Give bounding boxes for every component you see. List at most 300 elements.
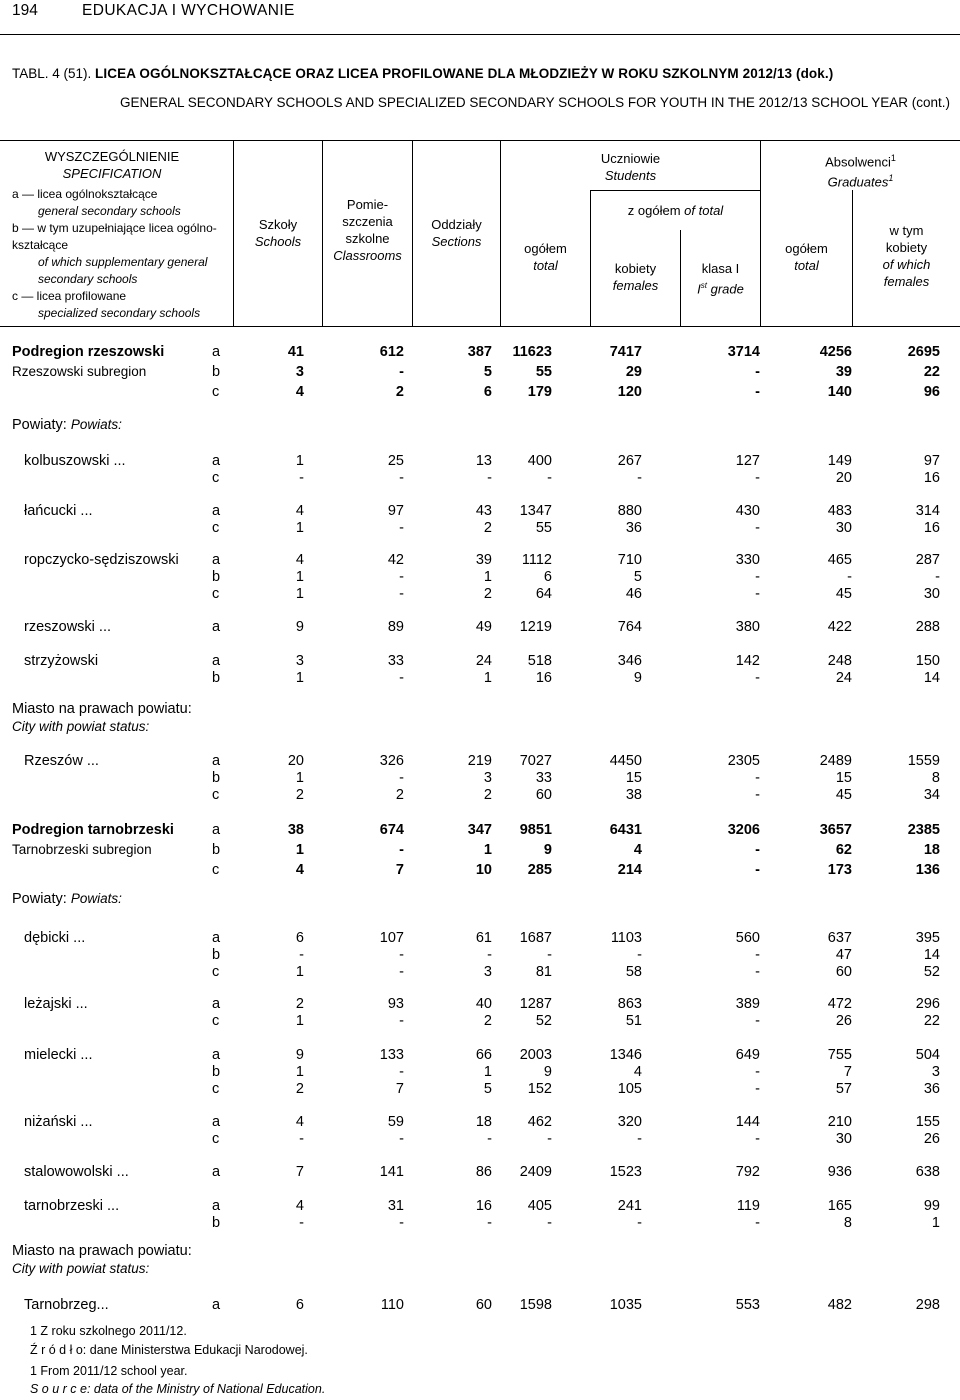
- table-cell: 97: [387, 503, 404, 519]
- table-cell: 22: [923, 364, 940, 380]
- row-type-letter: c: [212, 862, 220, 878]
- table-row: [0, 861, 960, 879]
- grade1-pl: klasa I: [701, 261, 740, 276]
- table-cell: 755: [827, 1047, 852, 1063]
- table-row: [0, 469, 960, 487]
- table-cell: 2: [295, 996, 304, 1012]
- table-cell: 518: [527, 653, 552, 669]
- row-type-letter: b: [212, 569, 221, 585]
- table-row: [0, 1163, 960, 1181]
- row-type-letter: b: [212, 770, 221, 786]
- table-cell: 8: [931, 770, 940, 786]
- table-row: [0, 383, 960, 401]
- table-cell: 7: [395, 1081, 404, 1097]
- table-cell: 3: [295, 653, 304, 669]
- table-row: [0, 752, 960, 770]
- table-cell: 346: [617, 653, 642, 669]
- table-row: [0, 551, 960, 569]
- table-cell: 1: [295, 670, 304, 686]
- table-cell: 34: [923, 787, 940, 803]
- col-header-schools: [234, 216, 322, 250]
- table-cell: 1523: [609, 1164, 642, 1180]
- page-header: [0, 0, 960, 22]
- table-cell: 210: [827, 1114, 852, 1130]
- table-cell: 3206: [727, 822, 760, 838]
- table-cell: 649: [735, 1047, 760, 1063]
- table-cell: 287: [915, 552, 940, 568]
- table-cell: -: [847, 569, 852, 585]
- table-cell: 30: [923, 586, 940, 602]
- table-cell: 553: [735, 1297, 760, 1313]
- table-cell: 149: [827, 453, 852, 469]
- header-bottom-rule: [0, 326, 960, 327]
- table-row: [0, 769, 960, 787]
- table-cell: 285: [527, 862, 552, 878]
- row-type-letter: a: [212, 344, 221, 360]
- table-cell: -: [399, 1064, 404, 1080]
- legend-b-pl: b — w tym uzupełniające licea ogólno-kształcące: [12, 221, 217, 252]
- row-type-letter: a: [212, 822, 221, 838]
- table-cell: 2: [295, 787, 304, 803]
- grad-total-en: total: [794, 258, 819, 273]
- table-cell: -: [299, 470, 304, 486]
- table-row: [0, 1296, 960, 1314]
- table-cell: -: [487, 1215, 492, 1231]
- table-cell: 7: [843, 1064, 852, 1080]
- table-cell: 81: [535, 964, 552, 980]
- table-cell: -: [755, 947, 760, 963]
- table-cell: 18: [475, 1114, 492, 1130]
- table-cell: 96: [923, 384, 940, 400]
- table-cell: 120: [617, 384, 642, 400]
- header-divider: [0, 34, 960, 35]
- table-cell: 155: [915, 1114, 940, 1130]
- table-row: [0, 786, 960, 804]
- row-type-letter: b: [212, 842, 221, 858]
- students-total-pl: ogółem: [524, 241, 567, 256]
- schools-en: Schools: [254, 234, 302, 249]
- table-cell: -: [547, 947, 552, 963]
- table-cell: 47: [835, 947, 852, 963]
- table-cell: 710: [617, 552, 642, 568]
- table-cell: 3: [483, 770, 492, 786]
- table-cell: 11623: [512, 344, 552, 360]
- graduates-en-footnote-mark: 1: [888, 173, 894, 184]
- table-cell: -: [399, 1131, 404, 1147]
- row-label: strzyżowski: [24, 653, 99, 669]
- row-label: ropczycko-sędziszowski: [24, 552, 179, 568]
- powiaty-heading-1: [12, 416, 122, 434]
- table-row: [0, 946, 960, 964]
- table-cell: -: [755, 520, 760, 536]
- table-cell: 6: [483, 384, 492, 400]
- table-cell: 9: [633, 670, 642, 686]
- table-cell: -: [299, 1131, 304, 1147]
- table-cell: 144: [735, 1114, 760, 1130]
- table-cell: 49: [475, 619, 492, 635]
- table-cell: -: [755, 964, 760, 980]
- spec-heading-en: SPECIFICATION: [62, 166, 162, 181]
- table-cell: 57: [835, 1081, 852, 1097]
- table-cell: 405: [527, 1198, 552, 1214]
- table-cell: 3: [295, 364, 304, 380]
- table-cell: 66: [475, 1047, 492, 1063]
- row-type-letter: b: [212, 364, 221, 380]
- table-cell: 52: [535, 1013, 552, 1029]
- row-type-letter: c: [212, 470, 220, 486]
- table-row: [0, 1012, 960, 1030]
- row-type-letter: a: [212, 753, 221, 769]
- col-header-grad-females: [853, 222, 960, 290]
- table-cell: 60: [835, 964, 852, 980]
- table-cell: 97: [923, 453, 940, 469]
- table-cell: 936: [827, 1164, 852, 1180]
- table-row: [0, 821, 960, 839]
- table-cell: 20: [835, 470, 852, 486]
- table-cell: 9851: [519, 822, 552, 838]
- page-number: 194: [12, 2, 38, 19]
- table-cell: 152: [527, 1081, 552, 1097]
- row-label: Rzeszowski subregion: [12, 364, 147, 379]
- table-cell: 1: [483, 1064, 492, 1080]
- row-type-letter: a: [212, 1198, 221, 1214]
- table-row: [0, 1113, 960, 1131]
- table-cell: -: [399, 770, 404, 786]
- table-cell: 7: [395, 862, 404, 878]
- table-cell: 15: [625, 770, 642, 786]
- table-cell: 2: [483, 520, 492, 536]
- row-label: stalowowolski ...: [24, 1164, 129, 1180]
- table-cell: -: [487, 947, 492, 963]
- table-cell: 9: [295, 619, 304, 635]
- table-row: [0, 841, 960, 859]
- table-cell: 22: [923, 1013, 940, 1029]
- row-label: mielecki ...: [24, 1047, 93, 1063]
- city-heading-2: [12, 1242, 192, 1278]
- table-cell: 99: [923, 1198, 940, 1214]
- legend-b-en: of which supplementary general secondary schools: [38, 255, 208, 286]
- table-cell: -: [755, 787, 760, 803]
- table-cell: 41: [287, 344, 304, 360]
- row-type-letter: c: [212, 520, 220, 536]
- table-cell: 30: [835, 520, 852, 536]
- table-cell: 296: [915, 996, 940, 1012]
- row-label: Podregion rzeszowski: [12, 344, 165, 360]
- table-row: [0, 995, 960, 1013]
- table-cell: 20: [287, 753, 304, 769]
- table-cell: 863: [617, 996, 642, 1012]
- table-cell: 1035: [609, 1297, 642, 1313]
- row-type-letter: a: [212, 653, 221, 669]
- table-cell: 395: [915, 930, 940, 946]
- table-cell: 4: [295, 1198, 304, 1214]
- table-row: [0, 963, 960, 981]
- table-cell: 1347: [519, 503, 552, 519]
- table-title-pl: [12, 66, 952, 81]
- row-type-letter: a: [212, 996, 221, 1012]
- col-header-students-total: [501, 240, 590, 274]
- table-cell: 86: [475, 1164, 492, 1180]
- table-cell: 62: [835, 842, 852, 858]
- table-cell: 1: [483, 569, 492, 585]
- table-cell: 5: [483, 1081, 492, 1097]
- table-cell: -: [399, 470, 404, 486]
- table-cell: 10: [475, 862, 492, 878]
- city-en-2: City with powiat status:: [12, 1261, 150, 1276]
- table-cell: 504: [915, 1047, 940, 1063]
- graduates-footnote-mark: 1: [890, 153, 896, 163]
- city-heading-1: [12, 700, 192, 736]
- header-top-rule: [0, 140, 960, 141]
- row-type-letter: a: [212, 552, 221, 568]
- footnote-1-pl: 1 Z roku szkolnego 2011/12.: [30, 1324, 187, 1338]
- row-type-letter: c: [212, 964, 220, 980]
- table-cell: 1346: [609, 1047, 642, 1063]
- table-cell: 482: [827, 1297, 852, 1313]
- table-cell: -: [399, 569, 404, 585]
- table-cell: 51: [625, 1013, 642, 1029]
- table-title: [12, 66, 952, 110]
- students-pl: Uczniowie: [600, 151, 661, 166]
- grade1-en-num: I: [697, 281, 701, 297]
- table-cell: 330: [735, 552, 760, 568]
- table-cell: 142: [735, 653, 760, 669]
- table-cell: 612: [379, 344, 404, 360]
- row-type-letter: c: [212, 1131, 220, 1147]
- table-cell: -: [547, 470, 552, 486]
- table-cell: 33: [387, 653, 404, 669]
- row-label: rzeszowski ...: [24, 619, 112, 635]
- row-type-letter: b: [212, 947, 221, 963]
- powiaty-pl-2: Powiaty:: [12, 891, 67, 907]
- females-pl: kobiety: [614, 261, 657, 276]
- table-row: [0, 519, 960, 537]
- col-header-grad-total: [761, 240, 852, 274]
- table-cell: 2: [295, 1081, 304, 1097]
- col-header-of-total: [591, 202, 760, 219]
- table-cell: 637: [827, 930, 852, 946]
- table-cell: 42: [387, 552, 404, 568]
- table-cell: 1112: [521, 552, 552, 568]
- table-cell: 1287: [519, 996, 552, 1012]
- table-cell: 89: [387, 619, 404, 635]
- grad-females-en-1: of which: [882, 257, 931, 272]
- table-cell: -: [755, 586, 760, 602]
- table-cell: 4: [295, 384, 304, 400]
- row-type-letter: a: [212, 1047, 221, 1063]
- table-cell: 16: [475, 1198, 492, 1214]
- table-cell: 320: [617, 1114, 642, 1130]
- table-cell: 4: [295, 1114, 304, 1130]
- table-row: [0, 1080, 960, 1098]
- table-row: [0, 618, 960, 636]
- table-cell: 14: [923, 947, 940, 963]
- table-cell: 45: [835, 787, 852, 803]
- row-label: dębicki ...: [24, 930, 86, 946]
- classrooms-pl-2: szczenia: [342, 214, 393, 229]
- row-type-letter: a: [212, 453, 221, 469]
- table-cell: 18: [923, 842, 940, 858]
- table-cell: 1: [295, 964, 304, 980]
- table-cell: 674: [379, 822, 404, 838]
- table-cell: 4450: [609, 753, 642, 769]
- table-cell: 267: [617, 453, 642, 469]
- row-type-letter: a: [212, 503, 221, 519]
- table-cell: 465: [827, 552, 852, 568]
- spec-heading-pl: WYSZCZEGÓLNIENIE: [44, 149, 180, 164]
- row-label: Rzeszów ...: [24, 753, 99, 769]
- source-en: S o u r c e: data of the Ministry of National Education.: [30, 1382, 326, 1396]
- table-row: [0, 1197, 960, 1215]
- table-cell: 15: [835, 770, 852, 786]
- table-title-en: GENERAL SECONDARY SCHOOLS AND SPECIALIZED SECONDARY SCHOOLS FOR YOUTH IN THE 2012/13 SCHOOL YEAR (cont.): [120, 95, 950, 110]
- sections-pl: Oddziały: [431, 217, 482, 232]
- table-row: [0, 1063, 960, 1081]
- table-cell: 1: [483, 670, 492, 686]
- col-header-graduates: [761, 150, 960, 191]
- powiaty-heading-2: [12, 890, 122, 908]
- grade1-en-word: grade: [710, 281, 744, 297]
- table-title-pl-text: LICEA OGÓLNOKSZTAŁCĄCE ORAZ LICEA PROFILOWANE DLA MŁODZIEŻY W ROKU SZKOLNYM 2012/13 (dok.): [95, 66, 834, 81]
- sections-en: Sections: [431, 234, 482, 249]
- table-cell: 1219: [519, 619, 552, 635]
- row-label: leżajski ...: [24, 996, 88, 1012]
- table-cell: 29: [625, 364, 642, 380]
- table-cell: 5: [633, 569, 642, 585]
- table-cell: 55: [535, 364, 552, 380]
- table-cell: -: [399, 670, 404, 686]
- of-total-pl: z ogółem: [627, 203, 681, 218]
- table-cell: -: [755, 569, 760, 585]
- table-cell: 6: [295, 930, 304, 946]
- grad-total-pl: ogółem: [785, 241, 828, 256]
- table-cell: 14: [923, 670, 940, 686]
- table-cell: 4: [295, 552, 304, 568]
- row-type-letter: c: [212, 586, 220, 602]
- table-cell: 2: [483, 1013, 492, 1029]
- table-cell: -: [755, 1081, 760, 1097]
- table-cell: -: [637, 470, 642, 486]
- table-cell: 9: [295, 1047, 304, 1063]
- col-header-grade1: [681, 260, 760, 297]
- table-cell: 36: [625, 520, 642, 536]
- table-cell: 380: [735, 619, 760, 635]
- table-cell: 24: [475, 653, 492, 669]
- table-cell: 1598: [519, 1297, 552, 1313]
- table-row: [0, 585, 960, 603]
- table-cell: 1: [295, 453, 304, 469]
- table-cell: 24: [835, 670, 852, 686]
- city-pl-2: Miasto na prawach powiatu:: [12, 1243, 192, 1259]
- table-cell: 36: [923, 1081, 940, 1097]
- table-cell: 2: [395, 787, 404, 803]
- table-cell: 40: [475, 996, 492, 1012]
- table-cell: 16: [923, 470, 940, 486]
- students-sub-rule: [590, 190, 760, 191]
- table-cell: 1: [295, 520, 304, 536]
- specification-header: [12, 148, 232, 322]
- table-row: [0, 1214, 960, 1232]
- table-cell: 4: [633, 1064, 642, 1080]
- table-cell: 2: [483, 586, 492, 602]
- table-cell: -: [299, 947, 304, 963]
- row-label: Podregion tarnobrzeski: [12, 822, 174, 838]
- table-cell: 110: [380, 1297, 404, 1313]
- table-cell: 214: [617, 862, 642, 878]
- table-cell: 3: [931, 1064, 940, 1080]
- row-label: niżański ...: [24, 1114, 93, 1130]
- table-cell: 880: [617, 503, 642, 519]
- table-cell: -: [755, 1215, 760, 1231]
- table-cell: 127: [735, 453, 760, 469]
- table-cell: 6431: [609, 822, 642, 838]
- table-row: [0, 343, 960, 361]
- table-cell: -: [299, 1215, 304, 1231]
- of-total-en: of total: [684, 203, 724, 218]
- row-type-letter: b: [212, 1064, 221, 1080]
- table-cell: 792: [735, 1164, 760, 1180]
- legend-a-en: general secondary schools: [38, 204, 181, 218]
- table-cell: 1: [295, 770, 304, 786]
- table-cell: 7417: [609, 344, 642, 360]
- table-cell: -: [547, 1131, 552, 1147]
- table-cell: 241: [617, 1198, 642, 1214]
- table-cell: 165: [827, 1198, 852, 1214]
- table-cell: -: [755, 670, 760, 686]
- table-row: [0, 452, 960, 470]
- table-cell: -: [637, 1131, 642, 1147]
- table-cell: 16: [535, 670, 552, 686]
- col-header-sections: [413, 216, 500, 250]
- table-cell: 107: [379, 930, 404, 946]
- legend-c-pl: c — licea profilowane: [12, 289, 127, 303]
- col-header-students: [501, 150, 760, 184]
- footnote-1-en: 1 From 2011/12 school year.: [30, 1364, 188, 1378]
- table-cell: 46: [625, 586, 642, 602]
- table-cell: 400: [527, 453, 552, 469]
- row-label: tarnobrzeski ...: [24, 1198, 120, 1214]
- classrooms-en: Classrooms: [333, 248, 402, 263]
- row-label: łańcucki ...: [24, 503, 93, 519]
- row-type-letter: c: [212, 1081, 220, 1097]
- table-cell: 59: [387, 1114, 404, 1130]
- table-cell: 2003: [519, 1047, 552, 1063]
- table-cell: 7027: [519, 753, 552, 769]
- table-cell: 1: [295, 586, 304, 602]
- table-cell: 31: [387, 1198, 404, 1214]
- table-cell: 347: [467, 822, 492, 838]
- table-cell: -: [399, 520, 404, 536]
- grad-females-pl-2: kobiety: [885, 240, 928, 255]
- students-total-en: total: [533, 258, 558, 273]
- row-type-letter: a: [212, 1114, 221, 1130]
- row-label: kolbuszowski ...: [24, 453, 126, 469]
- row-type-letter: c: [212, 787, 220, 803]
- table-cell: 298: [915, 1297, 940, 1313]
- table-cell: 1103: [610, 930, 642, 946]
- table-cell: 6: [543, 569, 552, 585]
- table-cell: -: [755, 470, 760, 486]
- table-cell: 326: [379, 753, 404, 769]
- row-type-letter: a: [212, 930, 221, 946]
- legend-a-pl: a — licea ogólnokształcące: [12, 187, 158, 201]
- table-cell: 2409: [519, 1164, 552, 1180]
- table-cell: 141: [379, 1164, 404, 1180]
- table-cell: 1: [295, 1013, 304, 1029]
- table-row: [0, 568, 960, 586]
- table-cell: -: [399, 842, 404, 858]
- table-cell: 2385: [907, 822, 940, 838]
